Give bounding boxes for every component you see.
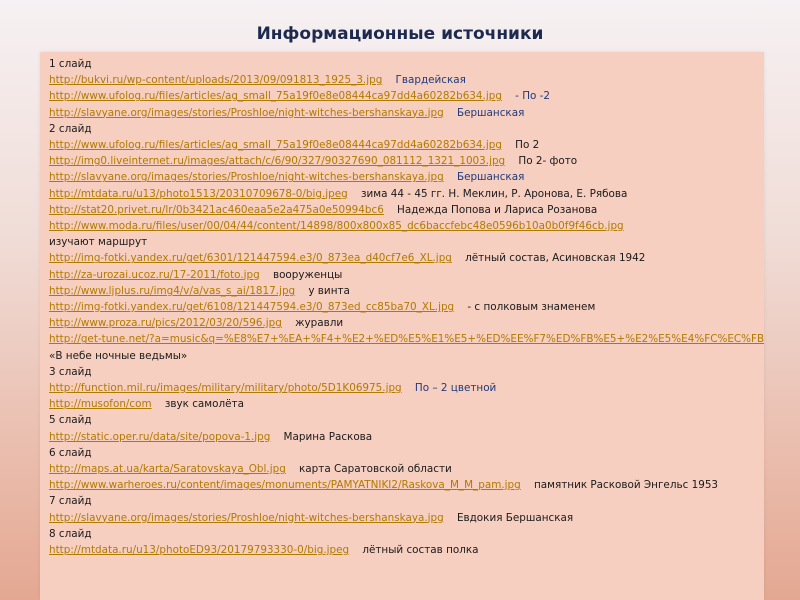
- source-note: Гвардейская: [395, 74, 466, 87]
- source-note: журавли: [295, 317, 344, 330]
- source-link[interactable]: http://mtdata.ru/u13/photo1513/20310709678-0/big.jpeg: [49, 187, 348, 200]
- source-item: [49, 315, 764, 331]
- source-item: [49, 299, 764, 315]
- slide-heading: 3 слайд: [49, 365, 92, 378]
- source-note-line: [49, 348, 764, 364]
- source-link[interactable]: http://function.mil.ru/images/military/military/photo/5D1K06975.jpg: [49, 382, 402, 395]
- slide-heading: 1 слайд: [49, 58, 92, 70]
- source-note: Бершанская: [456, 171, 525, 184]
- source-note: вооруженцы: [272, 268, 343, 281]
- source-item: [49, 396, 764, 412]
- source-link[interactable]: http://za-urozai.ucoz.ru/17-2011/foto.jpg: [49, 268, 260, 281]
- source-note: - с полковым знаменем: [467, 301, 596, 314]
- source-note: карта Саратовской области: [299, 463, 452, 476]
- source-item: [49, 380, 764, 396]
- source-item: [49, 429, 764, 445]
- source-note: Евдокия Бершанская: [456, 511, 574, 524]
- source-item: [49, 331, 764, 347]
- slide-heading: 2 слайд: [49, 122, 92, 135]
- source-item: [49, 153, 764, 169]
- source-note: Бершанская: [456, 106, 525, 119]
- source-item: [49, 283, 764, 299]
- source-link[interactable]: http://www.warheroes.ru/content/images/monuments/PAMYATNIKI2/Raskova_M_M_pam.jpg: [49, 479, 521, 492]
- slide-heading: 8 слайд: [49, 527, 92, 540]
- source-note: По 2: [515, 139, 540, 152]
- source-item: [49, 88, 764, 104]
- source-link[interactable]: http://www.ufolog.ru/files/articles/ag_small_75a19f0e8e08444ca97dd4a60282b634.jpg: [49, 139, 502, 152]
- page-title: Информационные источники: [256, 24, 544, 44]
- source-link[interactable]: http://maps.at.ua/karta/Saratovskaya_Obl.jpg: [49, 463, 286, 476]
- source-link[interactable]: http://www.proza.ru/pics/2012/03/20/596.jpg: [49, 317, 282, 330]
- source-note: изучают маршрут: [49, 236, 148, 249]
- sources-panel: [40, 52, 764, 600]
- source-link[interactable]: http://www.ljplus.ru/img4/v/a/vas_s_ai/1817.jpg: [49, 284, 296, 297]
- source-link[interactable]: http://stat20.privet.ru/lr/0b3421ac460eaa5e2a475a0e50994bc6: [49, 203, 384, 216]
- source-note: По 2- фото: [518, 155, 578, 168]
- source-item: [49, 461, 764, 477]
- source-item: [49, 542, 764, 558]
- source-note: звук самолёта: [164, 398, 244, 411]
- source-note: По – 2 цветной: [414, 382, 497, 395]
- source-note: Надежда Попова и Лариса Розанова: [397, 203, 598, 216]
- source-link[interactable]: http://slavyane.org/images/stories/Proshloe/night-witches-bershanskaya.jpg: [49, 511, 444, 524]
- source-item: [49, 202, 764, 218]
- source-link[interactable]: http://img-fotki.yandex.ru/get/6108/121447594.e3/0_873ed_cc85ba70_XL.jpg: [49, 301, 455, 314]
- source-note: зима 44 - 45 гг. Н. Меклин, Р. Аронова, Е. Рябова: [360, 187, 628, 200]
- source-item: [49, 218, 764, 234]
- source-link[interactable]: http://slavyane.org/images/stories/Proshloe/night-witches-bershanskaya.jpg: [49, 106, 444, 119]
- source-item: [49, 169, 764, 185]
- source-note: - По -2: [515, 90, 551, 103]
- source-link[interactable]: http://slavyane.org/images/stories/Proshloe/night-witches-bershanskaya.jpg: [49, 171, 444, 184]
- source-note: лётный состав, Асиновская 1942: [465, 252, 646, 265]
- source-link[interactable]: http://www.moda.ru/files/user/00/04/44/content/14898/800x800x85_dc6baccfebc48e0596b10a0b0f9f46cb.jpg: [49, 220, 624, 233]
- source-link[interactable]: http://img0.liveinternet.ru/images/attach/c/6/90/327/90327690_081112_1321_1003.jpg: [49, 155, 506, 168]
- slide-heading: 5 слайд: [49, 414, 92, 427]
- source-item: [49, 72, 764, 88]
- source-link[interactable]: http://musofon/com: [49, 398, 152, 411]
- sources-list: [49, 56, 764, 558]
- source-item: [49, 267, 764, 283]
- source-item: [49, 105, 764, 121]
- source-link[interactable]: http://img-fotki.yandex.ru/get/6301/121447594.e3/0_873ea_d40cf7e6_XL.jpg: [49, 252, 452, 265]
- source-link[interactable]: http://www.ufolog.ru/files/articles/ag_small_75a19f0e8e08444ca97dd4a60282b634.jpg: [49, 90, 502, 103]
- source-note: памятник Расковой Энгельс 1953: [533, 479, 719, 492]
- source-item: [49, 137, 764, 153]
- source-note: «В небе ночные ведьмы»: [49, 349, 188, 362]
- source-link[interactable]: http://bukvi.ru/wp-content/uploads/2013/09/091813_1925_3.jpg: [49, 74, 383, 87]
- source-item: [49, 250, 764, 266]
- source-link[interactable]: http://static.oper.ru/data/site/popova-1.jpg: [49, 430, 271, 443]
- source-note: у винта: [308, 284, 350, 297]
- source-note-line: [49, 234, 764, 250]
- source-note: Марина Раскова: [283, 430, 373, 443]
- slide-heading: 7 слайд: [49, 495, 92, 508]
- slide-heading: 6 слайд: [49, 446, 92, 459]
- source-item: [49, 477, 764, 493]
- source-link[interactable]: http://get-tune.net/?a=music&q=%E8%E7+%EA+%F4+%E2+%ED%E5%E1%E5+%ED%EE%F7%ED%FB%E5+%E2%E5%E4%FC%EC%FB: [49, 333, 764, 346]
- source-item: [49, 186, 764, 202]
- source-note: лётный состав полка: [362, 544, 479, 557]
- source-item: [49, 510, 764, 526]
- source-link[interactable]: http://mtdata.ru/u13/photoED93/20179793330-0/big.jpeg: [49, 544, 350, 557]
